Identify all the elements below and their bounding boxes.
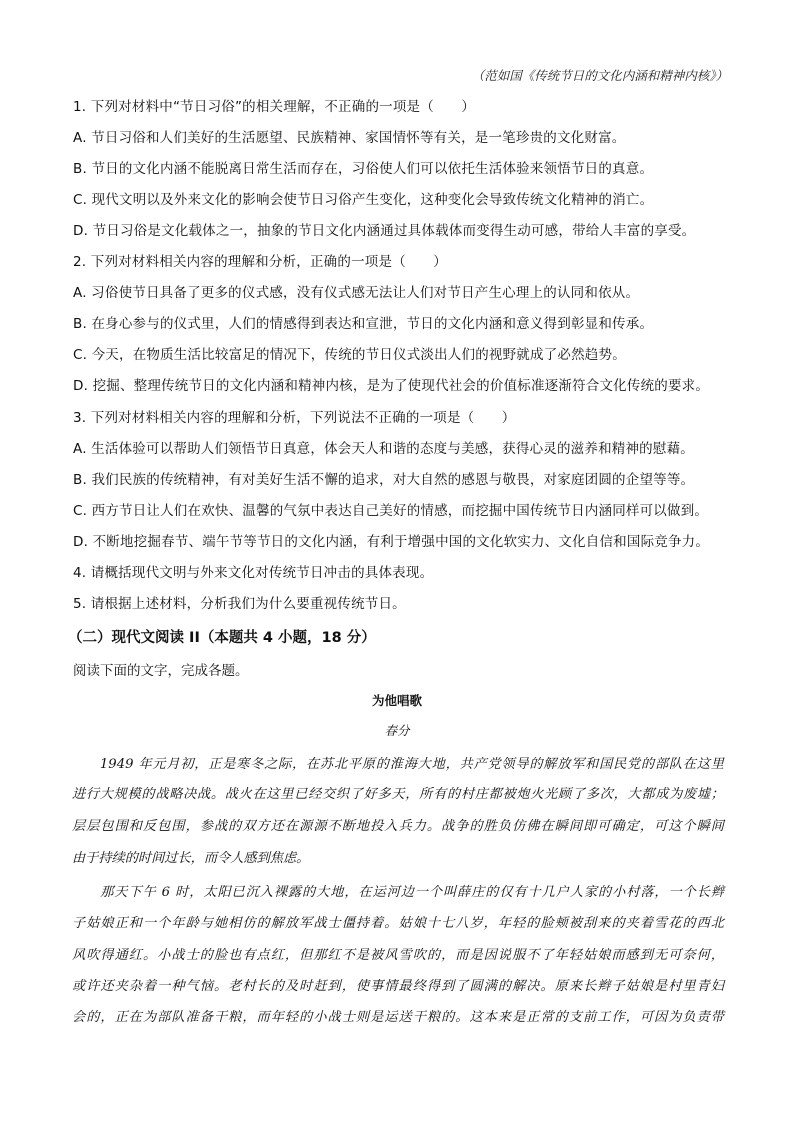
question-2-option-b: B. 在身心参与的仪式里，人们的情感得到表达和宣泄，节日的文化内涵和意义得到彰显和传承。 <box>73 316 654 332</box>
question-3-option-a: A. 生活体验可以帮助人们领悟节日真意，体会天人和谐的态度与美感，获得心灵的滋养和精神的慰藉。 <box>73 441 694 457</box>
story-line: 由于持续的时间过长，而令人感到焦虑。 <box>72 851 310 866</box>
story-line: 层层包围和反包围，参战的双方还在源源不断地投入兵力。战争的胜负仿佛在瞬间即可确定，可这个瞬间 <box>72 819 724 834</box>
reading-instruction: 阅读下面的文字，完成各题。 <box>73 663 249 679</box>
question-3-option-b: B. 我们民族的传统精神，有对美好生活不懈的追求，对大自然的感恩与敬畏，对家庭团圆的企望等等。 <box>73 472 695 488</box>
section-heading: （二）现代文阅读 II（本题共 4 小题，18 分） <box>68 630 376 646</box>
story-line: 那天下午 6 时，太阳已沉入裸露的大地，在运河边一个叫薛庄的仅有十几户人家的小村落，一个长辫 <box>72 885 724 900</box>
story-title: 为他唱歌 <box>371 693 422 708</box>
question-3-option-c: C. 西方节日让人们在欢快、温馨的气氛中表达自己美好的情感，而挖掘中国传统节日内涵同样可以做到。 <box>73 503 709 519</box>
story-line: 1949 年元月初，正是寒冬之际，在苏北平原的淮海大地，共产党领导的解放军和国民党的部队在这里 <box>72 757 724 772</box>
question-1-option-b: B. 节日的文化内涵不能脱离日常生活而存在，习俗使人们可以依托生活体验来领悟节日的真意。 <box>73 161 654 177</box>
question-3-stem: 3. 下列对材料相关内容的理解和分析，下列说法不正确的一项是（ ） <box>73 410 516 426</box>
question-3-option-d: D. 不断地挖掘春节、端午节等节日的文化内涵，有利于增强中国的文化软实力、文化自信和国际竞争力。 <box>73 534 710 550</box>
question-1-stem: 1. 下列对材料中“节日习俗”的相关理解，不正确的一项是（ ） <box>73 99 476 115</box>
question-2-option-d: D. 挖掘、整理传统节日的文化内涵和精神内核，是为了使现代社会的价值标准逐渐符合文化传统的要求。 <box>73 378 710 394</box>
question-1-option-a: A. 节日习俗和人们美好的生活愿望、民族精神、家国情怀等有关，是一笔珍贵的文化财富。 <box>73 130 626 146</box>
story-line: 子姑娘正和一个年龄与她相仿的解放军战士僵持着。姑娘十七八岁，年轻的脸颊被刮来的夹着雪花的西北 <box>72 916 724 931</box>
story-line: 风吹得通红。小战士的脸也有点红，但那红不是被风雪吹的，而是因说服不了年轻姑娘而感到无可奈何， <box>72 948 724 963</box>
story-line: 进行大规模的战略决战。战火在这里已经交织了好多天，所有的村庄都被炮火光顾了多次，大都成为废墟； <box>72 787 724 802</box>
question-2-stem: 2. 下列对材料相关内容的理解和分析，正确的一项是（ ） <box>73 254 447 270</box>
story-line: 或许还夹杂着一种气恼。老村长的及时赶到，使事情最终得到了圆满的解决。原来长辫子姑娘是村里青妇 <box>72 979 724 994</box>
story-author: 春分 <box>384 723 410 738</box>
question-1-option-d: D. 节日习俗是文化载体之一，抽象的节日文化内涵通过具体载体而变得生动可感，带给人丰富的享受。 <box>73 223 696 239</box>
source-citation: （范如国《传统节日的文化内涵和精神内核》） <box>471 68 728 83</box>
question-1-option-c: C. 现代文明以及外来文化的影响会使节日习俗产生变化，这种变化会导致传统文化精神的消亡。 <box>73 192 654 208</box>
question-5: 5. 请根据上述材料，分析我们为什么要重视传统节日。 <box>73 596 406 612</box>
question-2-option-c: C. 今天，在物质生活比较富足的情况下，传统的节日仪式淡出人们的视野就成了必然趋势。 <box>73 347 626 363</box>
question-4: 4. 请概括现代文明与外来文化对传统节日冲击的具体表现。 <box>73 565 434 581</box>
story-line: 会的，正在为部队准备干粮，而年轻的小战士则是运送干粮的。这本来是正常的支前工作，可因为负责带 <box>72 1010 724 1025</box>
question-2-option-a: A. 习俗使节日具备了更多的仪式感，没有仪式感无法让人们对节日产生心理上的认同和依从。 <box>73 285 640 301</box>
